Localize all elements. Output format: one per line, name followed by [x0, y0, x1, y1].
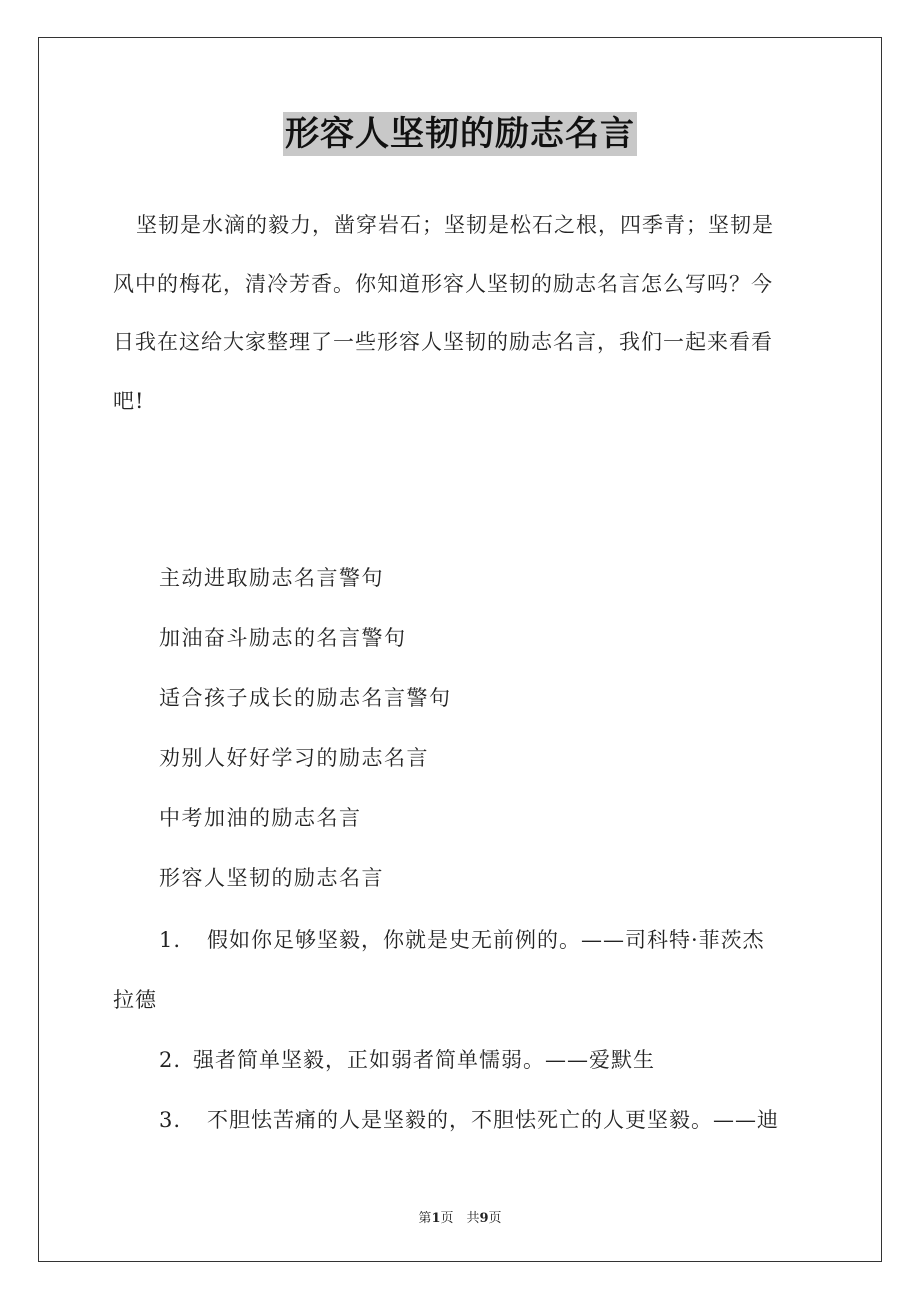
quote-number: 3. — [159, 1108, 182, 1132]
quote-continuation: 拉德 — [113, 988, 157, 1012]
page-footer — [0, 1207, 920, 1226]
quote-item — [159, 1044, 859, 1074]
intro-line: 坚韧是水滴的毅力，凿穿岩石；坚韧是松石之根，四季青；坚韧是 — [136, 213, 774, 237]
current-page-number: 1 — [431, 1211, 441, 1226]
quote-item — [159, 1104, 859, 1134]
quote-text: 不胆怯苦痛的人是坚毅的，不胆怯死亡的人更坚毅。——迪 — [207, 1108, 779, 1132]
related-link[interactable]: 中考加油的励志名言 — [159, 806, 362, 830]
related-link[interactable]: 主动进取励志名言警句 — [159, 566, 384, 590]
intro-line: 风中的梅花，清冷芳香。你知道形容人坚韧的励志名言怎么写吗？今 — [113, 271, 773, 296]
related-link[interactable]: 加油奋斗励志的名言警句 — [159, 626, 407, 650]
related-link[interactable]: 适合孩子成长的励志名言警句 — [159, 686, 452, 710]
intro-line: 吧! — [113, 388, 145, 413]
title-container — [0, 112, 920, 156]
footer-prefix: 第 — [418, 1211, 432, 1226]
quote-text: 强者简单坚毅，正如弱者简单懦弱。——爱默生 — [193, 1048, 655, 1072]
quote-number: 2. — [159, 1048, 182, 1072]
total-page-number: 9 — [479, 1211, 489, 1226]
quote-text: 假如你足够坚毅，你就是史无前例的。——司科特·菲茨杰 — [207, 928, 765, 952]
footer-suffix: 页 — [488, 1211, 502, 1226]
intro-paragraph — [113, 196, 813, 430]
quote-item — [159, 924, 859, 954]
related-link[interactable]: 形容人坚韧的励志名言 — [159, 866, 384, 890]
quote-number: 1. — [159, 928, 182, 952]
document-title: 形容人坚韧的励志名言 — [285, 114, 635, 154]
intro-line: 日我在这给大家整理了一些形容人坚韧的励志名言，我们一起来看看 — [113, 330, 773, 354]
related-link[interactable]: 劝别人好好学习的励志名言 — [159, 746, 429, 770]
footer-mid: 页 共 — [440, 1211, 480, 1226]
